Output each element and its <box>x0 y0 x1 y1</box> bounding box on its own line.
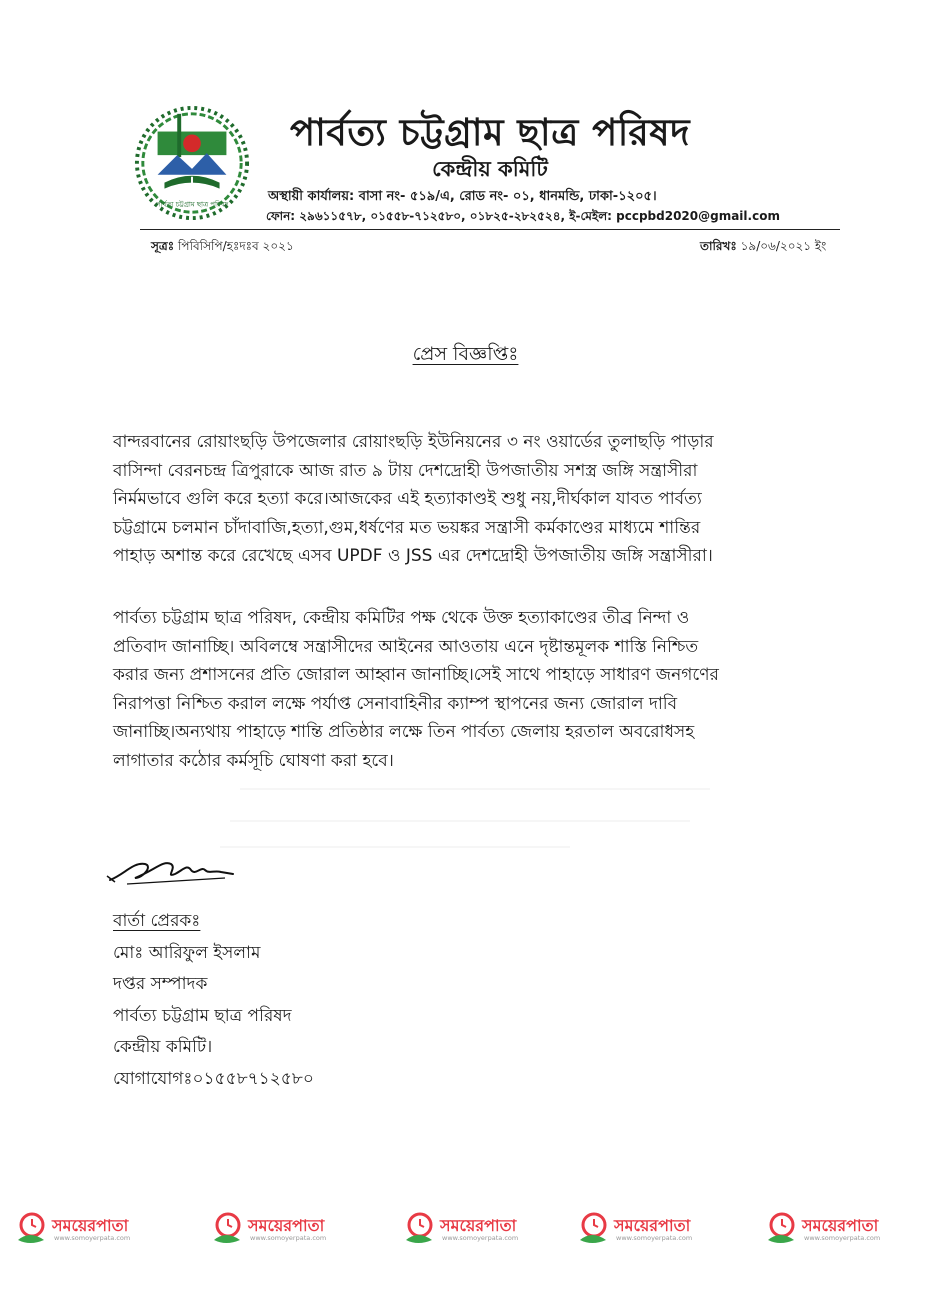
watermark-name: সময়েরপাতা <box>52 1216 129 1235</box>
sender-name: মোঃ আরিফুল ইসলাম <box>113 942 261 963</box>
office-address: অস্থায়ী কার্যালয়: বাসা নং- ৫১৯/এ, রোড নং- ০১, ধানমন্ডি, ঢাকা-১২০৫। <box>268 189 657 204</box>
paragraph-2 <box>113 604 833 776</box>
paragraph-line: চট্টগ্রামে চলমান চাঁদাবাজি,হত্যা,গুম,ধর্ষণের মত ভয়ঙ্কর সন্ত্রাসী কর্মকাণ্ডের মাধ্যমে শান্তির <box>113 517 701 538</box>
watermark-url: www.somoyerpata.com <box>616 1234 693 1242</box>
date-label: তারিখঃ <box>700 239 737 253</box>
paragraph-line: বান্দরবানের রোয়াংছড়ি উপজেলার রোয়াংছড়ি ইউনিয়নের ৩ নং ওয়ার্ডের তুলাছড়ি পাড়ার <box>113 432 714 452</box>
watermark-name: সময়েরপাতা <box>248 1216 325 1235</box>
watermark-url: www.somoyerpata.com <box>442 1234 519 1242</box>
reference-number <box>151 238 294 258</box>
organization-name: পার্বত্য চট্টগ্রাম ছাত্র পরিষদ <box>289 111 691 154</box>
paragraph-line: নিরাপত্তা নিশ্চিত করাল লক্ষে পর্যাপ্ত সেনাবাহিনীর ক্যাম্প স্থাপনের জন্য জোরাল দাবি <box>113 693 678 714</box>
contact-line: ফোন: ২৯৬১১৫৭৮, ০১৫৫৮-৭১২৫৮০, ০১৮২৫-২৮২৫২৪, ই-মেইল: pccpbd2020@gmail.com <box>266 209 780 223</box>
sender-organization: পার্বত্য চট্টগ্রাম ছাত্র পরিষদ <box>113 1005 292 1026</box>
press-release-title: প্রেস বিজ্ঞপ্তিঃ <box>412 343 519 365</box>
watermark-name: সময়েরপাতা <box>802 1216 879 1235</box>
organization-logo <box>133 104 251 222</box>
watermark-logo <box>402 1210 552 1250</box>
watermark-name: সময়েরপাতা <box>440 1216 517 1235</box>
paragraph-line: বাসিন্দা বেরনচন্দ্র ত্রিপুরাকে আজ রাত ৯ টায় দেশদ্রোহী উপজাতীয় সশস্ত্র জঙ্গি সন্ত্রাসীরা <box>113 460 698 481</box>
paragraph-line: লাগাতার কঠোর কর্মসূচি ঘোষণা করা হবে। <box>113 750 394 771</box>
watermark-url: www.somoyerpata.com <box>804 1234 881 1242</box>
watermark-logo <box>210 1210 360 1250</box>
sender-designation: দপ্তর সম্পাদক <box>113 974 208 994</box>
paragraph-1 <box>113 428 833 571</box>
watermark-url: www.somoyerpata.com <box>54 1234 131 1242</box>
sender-block <box>113 906 314 1095</box>
header-divider <box>140 229 840 230</box>
handwritten-signature <box>105 848 240 892</box>
paragraph-line: করার জন্য প্রশাসনের প্রতি জোরাল আহ্বান জানাচ্ছি।সেই সাথে পাহাড়ে সাধারণ জনগণের <box>113 665 719 686</box>
bleed-through-marks <box>210 785 720 855</box>
reference-label: সূত্রঃ <box>151 239 175 253</box>
watermark-url: www.somoyerpata.com <box>250 1234 327 1242</box>
watermark-logo <box>14 1210 164 1250</box>
reference-value: পিবিসিপি/হঃদঃব ২০২১ <box>177 239 294 253</box>
date-value: ১৯/০৬/২০২১ ইং <box>740 239 827 253</box>
sender-title: বার্তা প্রেরকঃ <box>113 911 201 931</box>
paragraph-line: জানাচ্ছি।অন্যথায় পাহাড়ে শান্তি প্রতিষ্ঠার লক্ষে তিন পার্বত্য জেলায় হরতাল অবরোধসহ <box>113 722 695 743</box>
paragraph-line: প্রতিবাদ জানাচ্ছি। অবিলম্বে সন্ত্রাসীদের আইনের আওতায় এনে দৃষ্টান্তমূলক শাস্তি নিশ্চিত <box>113 636 699 657</box>
committee-name: কেন্দ্রীয় কমিটি <box>432 157 548 181</box>
watermark-logo <box>576 1210 726 1250</box>
watermark-logo <box>764 1210 914 1250</box>
sender-committee: কেন্দ্রীয় কমিটি। <box>113 1037 213 1057</box>
document-date <box>700 238 826 258</box>
sender-contact: যোগাযোগঃ০১৫৫৮৭১২৫৮০ <box>113 1068 314 1089</box>
watermark-name: সময়েরপাতা <box>614 1216 691 1235</box>
paragraph-line: পার্বত্য চট্টগ্রাম ছাত্র পরিষদ, কেন্দ্রীয় কমিটির পক্ষ থেকে উক্ত হত্যাকাণ্ডের তীব্র নিন্দা ও <box>113 608 690 628</box>
paragraph-line: পাহাড় অশান্ত করে রেখেছে এসব UPDF ও JSS এর দেশদ্রোহী উপজাতীয় জঙ্গি সন্ত্রাসীরা। <box>113 546 713 567</box>
svg-text:পার্বত্য চট্টগ্রাম ছাত্র পরিষদ: পার্বত্য চট্টগ্রাম ছাত্র পরিষদ <box>155 200 229 209</box>
paragraph-line: নির্মমভাবে গুলি করে হত্যা করে।আজকের এই হত্যাকাণ্ডই শুধু নয়,দীর্ঘকাল যাবত পার্বত্য <box>113 489 702 510</box>
